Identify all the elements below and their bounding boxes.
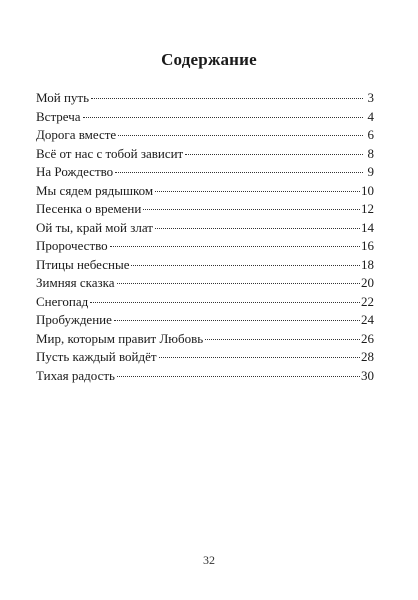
toc-entry-title: Снегопад <box>36 293 89 309</box>
table-of-contents <box>36 89 374 385</box>
toc-entry-title: Зимняя сказка <box>36 275 115 290</box>
toc-entry-page: 10 <box>361 182 374 198</box>
dot-leader <box>155 191 360 192</box>
toc-entry-page: 28 <box>361 349 374 364</box>
page-title: Содержание <box>161 50 257 69</box>
toc-entry-title: Мой путь <box>36 90 90 105</box>
toc-entry <box>36 219 374 238</box>
toc-entry-title: Всё от нас с тобой зависит <box>36 145 184 161</box>
dot-leader <box>90 302 360 303</box>
toc-entry-title: Пророчество <box>36 238 108 253</box>
toc-entry <box>36 348 374 367</box>
toc-entry-title: Песенка о времени <box>36 201 142 216</box>
toc-entry-title: Мир, которым правит Любовь <box>36 330 204 346</box>
toc-entry-page: 14 <box>361 219 374 235</box>
toc-entry <box>36 330 374 349</box>
toc-entry-page: 30 <box>361 367 374 383</box>
toc-entry-page: 9 <box>367 164 374 179</box>
dot-leader <box>91 98 363 99</box>
toc-entry <box>36 256 374 275</box>
toc-entry <box>36 145 374 164</box>
toc-entry-title: Пробуждение <box>36 312 112 327</box>
toc-entry <box>36 293 374 312</box>
toc-entry <box>36 163 374 182</box>
toc-entry-title: Тихая радость <box>36 367 115 383</box>
dot-leader <box>83 117 363 118</box>
toc-entry-page: 8 <box>367 145 374 161</box>
dot-leader <box>159 357 360 358</box>
dot-leader <box>117 283 360 284</box>
toc-entry-title: Дорога вместе <box>36 127 117 142</box>
toc-entry <box>36 311 374 330</box>
dot-leader <box>117 376 360 377</box>
toc-entry <box>36 274 374 293</box>
toc-entry-page: 24 <box>361 312 374 327</box>
toc-entry-page: 26 <box>361 330 374 346</box>
toc-entry-title: На Рождество <box>36 164 114 179</box>
dot-leader <box>155 228 360 229</box>
toc-entry-page: 18 <box>361 256 374 272</box>
toc-entry-title: Мы сядем рядышком <box>36 182 154 198</box>
dot-leader <box>185 154 363 155</box>
page-number: 32 <box>203 553 215 567</box>
toc-entry-page: 20 <box>361 275 374 290</box>
dot-leader <box>115 172 363 173</box>
dot-leader <box>131 265 360 266</box>
toc-entry <box>36 237 374 256</box>
dot-leader <box>143 209 360 210</box>
toc-entry-page: 4 <box>367 108 374 124</box>
toc-entry-page: 3 <box>367 90 374 105</box>
toc-entry-page: 16 <box>361 238 374 253</box>
dot-leader <box>110 246 360 247</box>
toc-entry-page: 22 <box>361 293 374 309</box>
toc-entry <box>36 367 374 386</box>
toc-entry <box>36 89 374 108</box>
toc-entry-page: 6 <box>367 127 374 142</box>
toc-entry-title: Встреча <box>36 108 81 124</box>
toc-entry <box>36 126 374 145</box>
toc-entry-title: Пусть каждый войдёт <box>36 349 157 364</box>
toc-entry <box>36 200 374 219</box>
dot-leader <box>114 320 360 321</box>
dot-leader <box>118 135 363 136</box>
toc-entry-title: Птицы небесные <box>36 256 130 272</box>
toc-entry-title: Ой ты, край мой злат <box>36 219 153 235</box>
dot-leader <box>205 339 360 340</box>
toc-entry-page: 12 <box>361 201 374 216</box>
toc-entry <box>36 182 374 201</box>
toc-entry <box>36 108 374 127</box>
